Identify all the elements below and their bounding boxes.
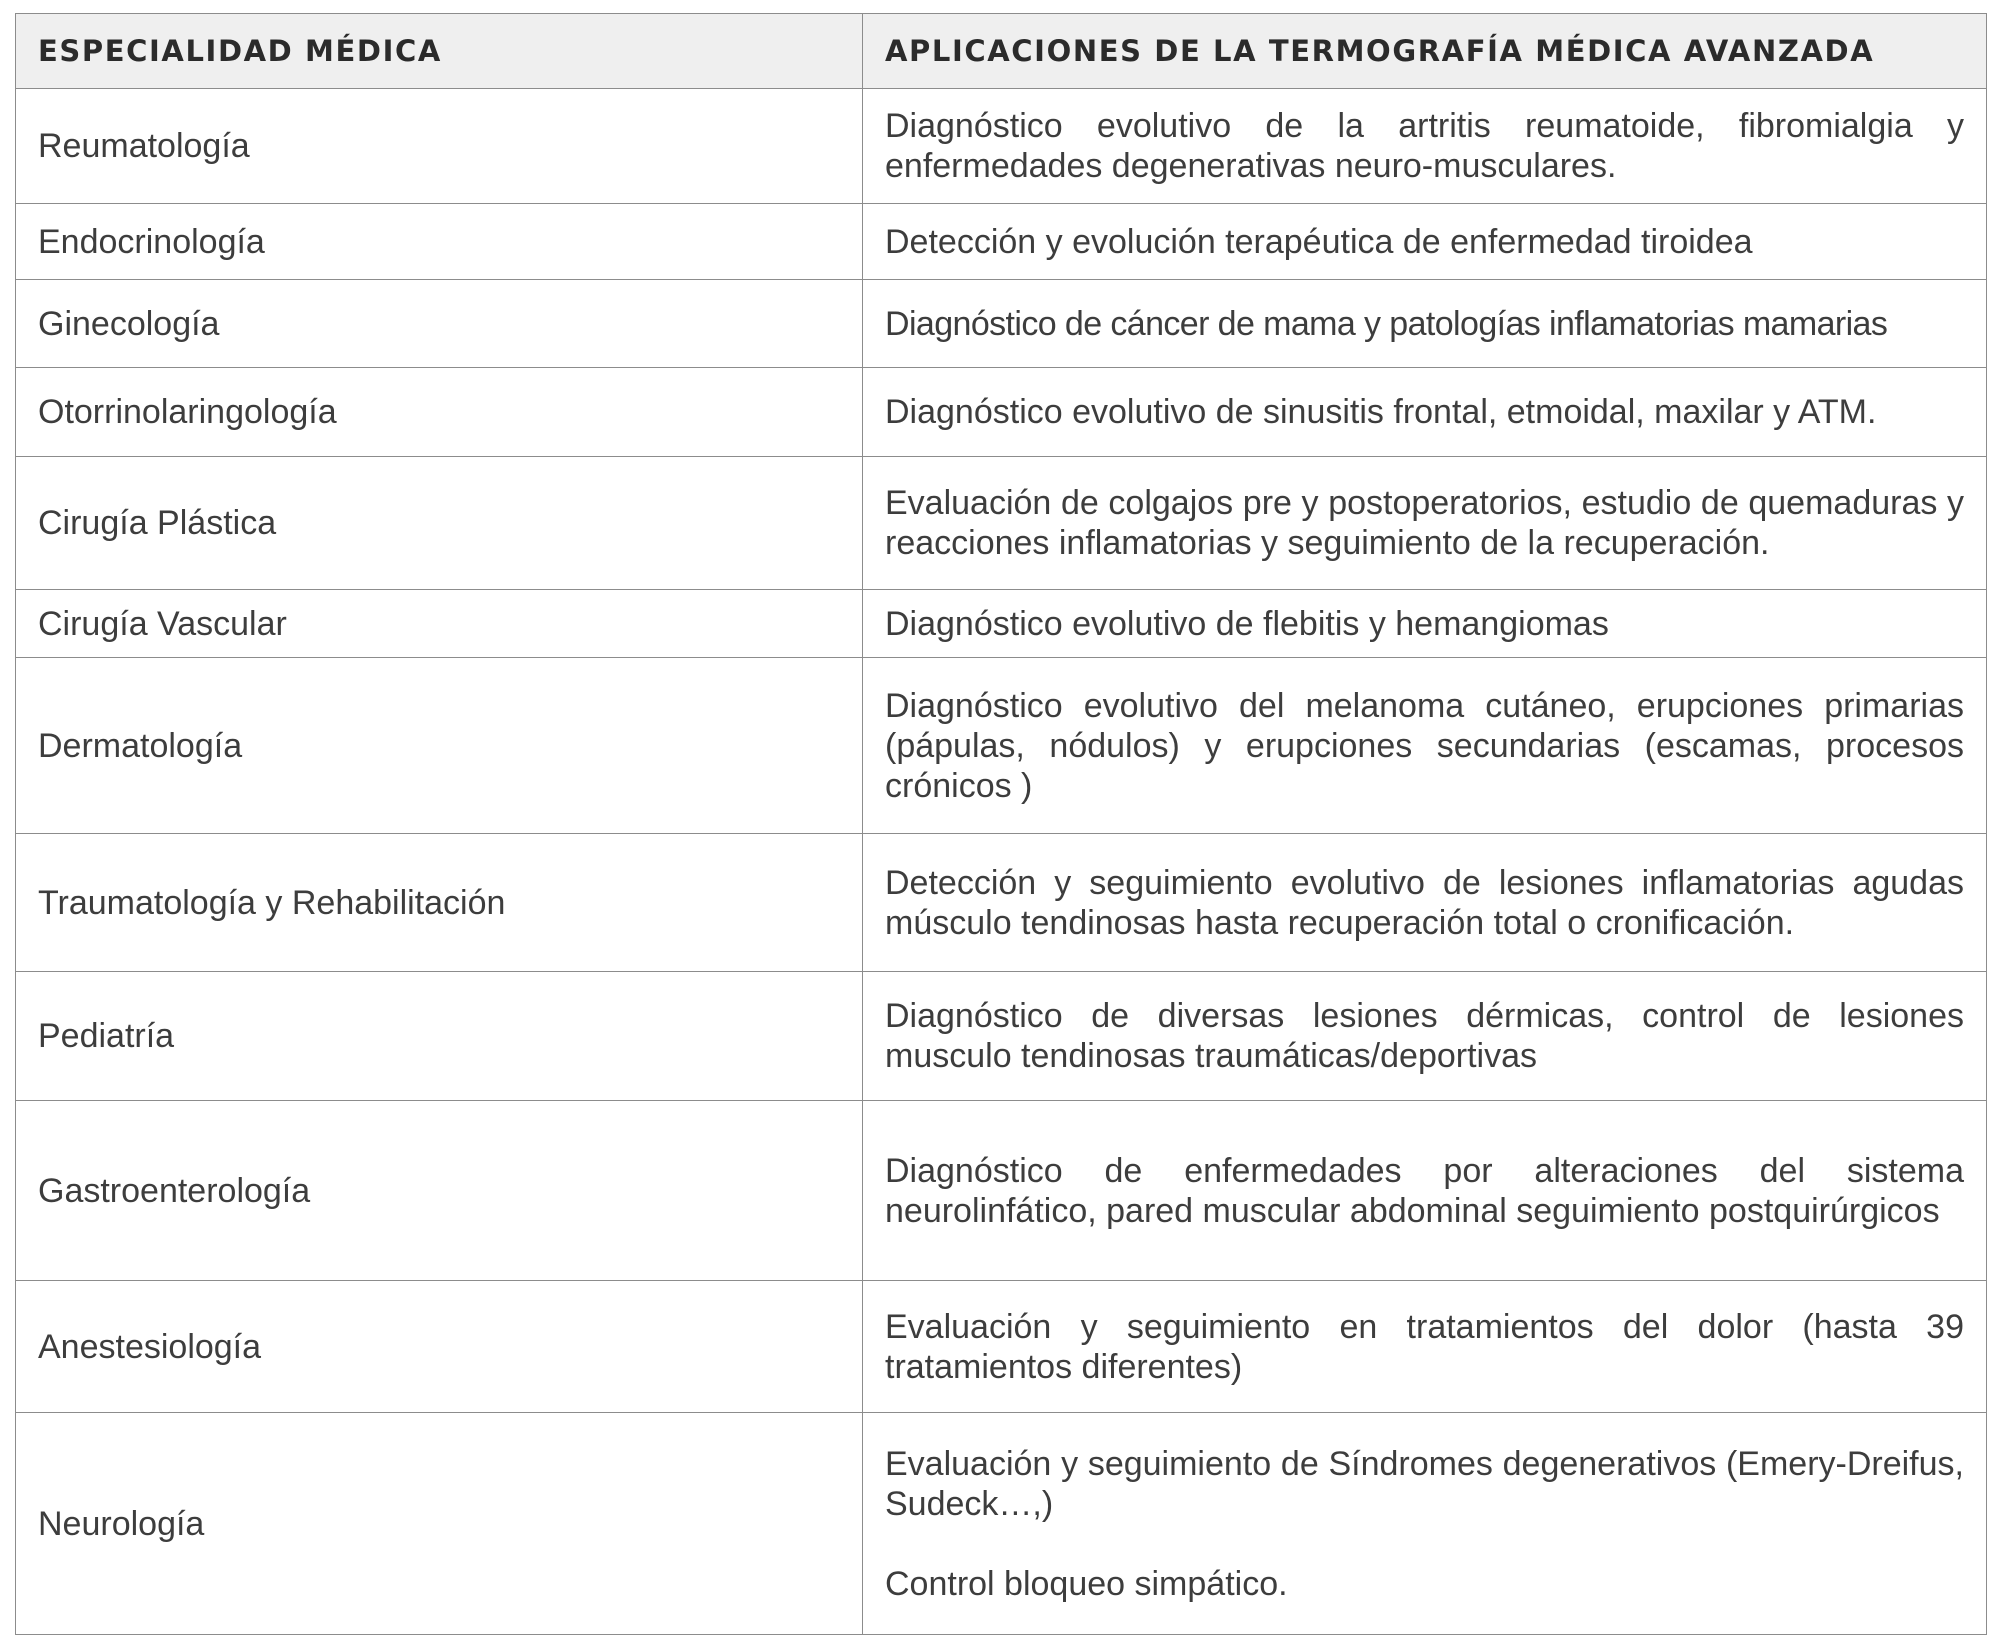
specialty-cell: Reumatología xyxy=(16,89,863,204)
specialty-cell: Dermatología xyxy=(16,658,863,834)
table-row xyxy=(16,590,1987,658)
specialty-cell: Endocrinología xyxy=(16,204,863,280)
specialty-cell: Gastroenterología xyxy=(16,1101,863,1281)
application-cell: Detección y seguimiento evolutivo de lesiones inflamatorias agudas músculo tendinosas hasta recuperación total o cronificación. xyxy=(863,834,1987,972)
table-row xyxy=(16,89,1987,204)
application-paragraph: Evaluación y seguimiento de Síndromes degenerativos (Emery-Dreifus, Sudeck…,) xyxy=(885,1444,1964,1523)
application-cell xyxy=(863,1413,1987,1635)
table-row xyxy=(16,658,1987,834)
header-applications: APLICACIONES DE LA TERMOGRAFÍA MÉDICA AVANZADA xyxy=(863,14,1987,89)
application-cell: Diagnóstico evolutivo del melanoma cutáneo, erupciones primarias (pápulas, nódulos) y erupciones secundarias (escamas, procesos crónicos ) xyxy=(863,658,1987,834)
table-row xyxy=(16,1101,1987,1281)
specialty-cell: Cirugía Vascular xyxy=(16,590,863,658)
application-cell: Diagnóstico evolutivo de la artritis reumatoide, fibromialgia y enfermedades degenerativas neuro-musculares. xyxy=(863,89,1987,204)
specialty-applications-table xyxy=(15,13,1987,1635)
application-cell: Diagnóstico de diversas lesiones dérmicas, control de lesiones musculo tendinosas traumáticas/deportivas xyxy=(863,972,1987,1101)
table-row xyxy=(16,457,1987,590)
application-cell: Diagnóstico evolutivo de sinusitis frontal, etmoidal, maxilar y ATM. xyxy=(863,368,1987,457)
table-row xyxy=(16,368,1987,457)
table-row xyxy=(16,834,1987,972)
header-specialty: ESPECIALIDAD MÉDICA xyxy=(16,14,863,89)
application-paragraph-extra: Control bloqueo simpático. xyxy=(885,1564,1288,1603)
specialty-cell: Cirugía Plástica xyxy=(16,457,863,590)
specialty-cell: Ginecología xyxy=(16,280,863,368)
table-row xyxy=(16,972,1987,1101)
table-row xyxy=(16,1281,1987,1413)
application-cell: Diagnóstico de cáncer de mama y patologías inflamatorias mamarias xyxy=(863,280,1987,368)
table-row xyxy=(16,280,1987,368)
application-cell: Evaluación y seguimiento en tratamientos del dolor (hasta 39 tratamientos diferentes) xyxy=(863,1281,1987,1413)
table-row xyxy=(16,204,1987,280)
table-row xyxy=(16,1413,1987,1635)
application-cell: Evaluación de colgajos pre y postoperatorios, estudio de quemaduras y reacciones inflamatorias y seguimiento de la recuperación. xyxy=(863,457,1987,590)
header-row xyxy=(16,14,1987,89)
specialty-cell: Traumatología y Rehabilitación xyxy=(16,834,863,972)
specialty-cell: Otorrinolaringología xyxy=(16,368,863,457)
application-cell: Detección y evolución terapéutica de enfermedad tiroidea xyxy=(863,204,1987,280)
specialty-cell: Neurología xyxy=(16,1413,863,1635)
application-cell: Diagnóstico de enfermedades por alteraciones del sistema neurolinfático, pared muscular abdominal seguimiento postquirúrgicos xyxy=(863,1101,1987,1281)
application-cell: Diagnóstico evolutivo de flebitis y hemangiomas xyxy=(863,590,1987,658)
specialty-cell: Anestesiología xyxy=(16,1281,863,1413)
specialty-cell: Pediatría xyxy=(16,972,863,1101)
